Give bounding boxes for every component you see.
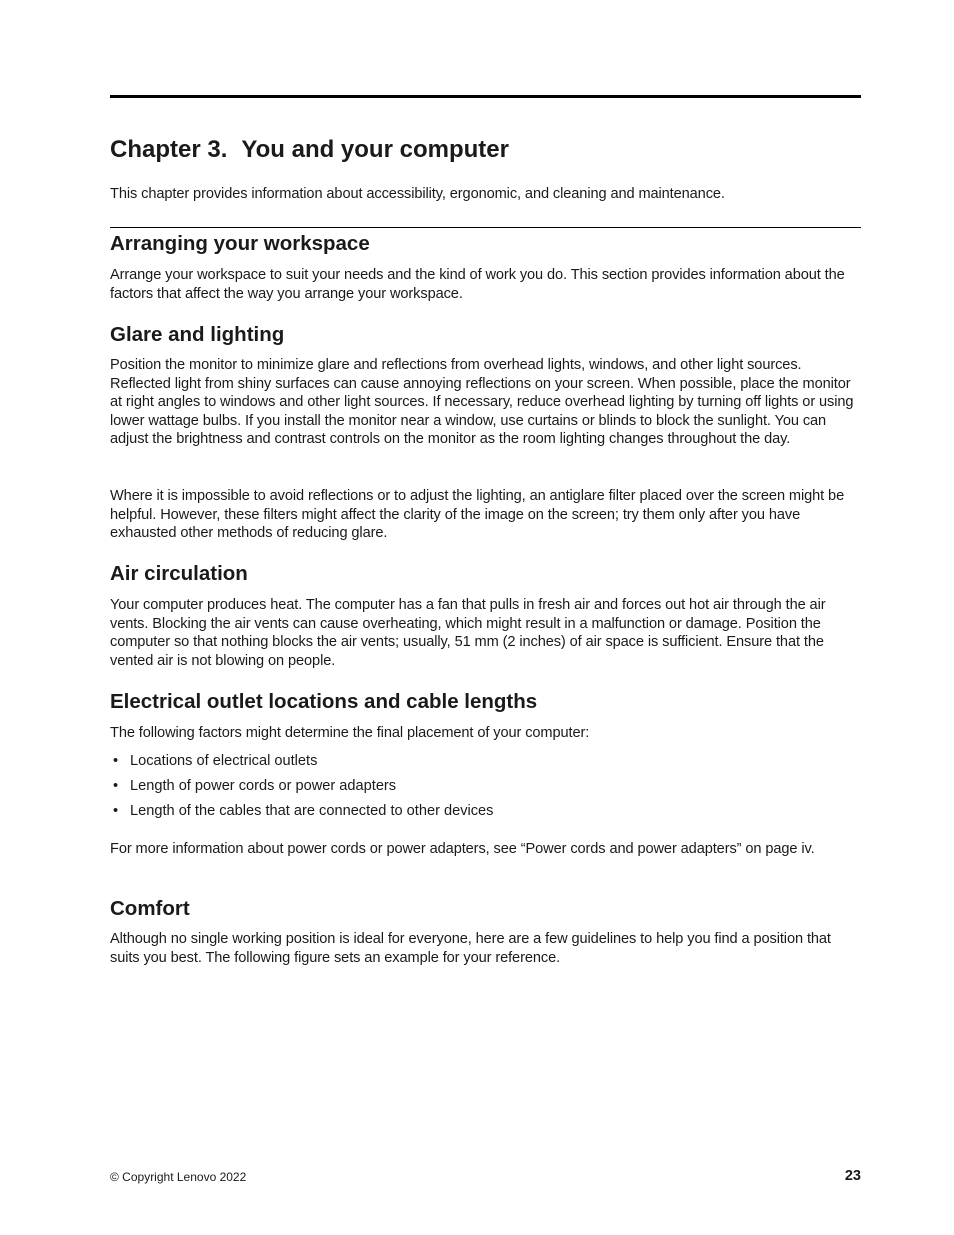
footer-page-number: 23 (844, 1168, 861, 1184)
document-page (110, 0, 861, 1235)
electrical-factors-list (110, 752, 861, 827)
section-rule (110, 227, 861, 228)
bullet-icon: • (113, 803, 119, 819)
heading-electrical-outlet: Electrical outlet locations and cable lengths (110, 690, 538, 713)
footer-copyright: © Copyright Lenovo 2022 (110, 1170, 247, 1184)
heading-arranging-workspace: Arranging your workspace (110, 232, 370, 255)
paragraph-glare-1: Position the monitor to minimize glare and reflections from overhead lights, windows, and other light sources. Reflected light from shiny surfaces can cause annoying reflections on your screen. When possible, place the monitor at right angles to windows and other light sources. If necessary, reduce overhead lighting by turning off lights or using lower wattage bulbs. If you install the monitor near a window, use curtains or blinds to block the sunlight. You can adjust the brightness and contrast controls on the monitor as the room lighting changes throughout the day. (110, 357, 854, 448)
paragraph-arranging-workspace: Arrange your workspace to suit your needs and the kind of work you do. This section provides information about the factors that affect the way you arrange your workspace. (110, 267, 845, 302)
chapter-title (110, 134, 509, 166)
paragraph-electrical-intro: The following factors might determine the final placement of your computer: (110, 725, 590, 741)
bullet-icon: • (113, 778, 119, 794)
list-item: • Length of the cables that are connected to other devices (113, 803, 494, 819)
paragraph-air-circulation: Your computer produces heat. The computer has a fan that pulls in fresh air and forces out hot air through the air vents. Blocking the air vents can cause overheating, which might result in a malfunction or damage. Position the computer so that nothing blocks the air vents; usually, 51 mm (2 inches) of air space is sufficient. Ensure that the vented air is not blowing on people. (110, 597, 826, 669)
chapter-intro: This chapter provides information about accessibility, ergonomic, and cleaning and maintenance. (110, 186, 725, 202)
chapter-title-text: You and your computer (241, 136, 509, 163)
heading-comfort: Comfort (110, 897, 190, 920)
chapter-number: Chapter 3. (110, 136, 228, 163)
list-item: • Length of power cords or power adapters (113, 778, 397, 794)
paragraph-electrical-more: For more information about power cords or power adapters, see “Power cords and power adapters” on page iv. (110, 841, 815, 857)
chapter-top-rule (110, 95, 861, 98)
bullet-icon: • (113, 753, 119, 769)
list-item: • Locations of electrical outlets (113, 753, 318, 769)
heading-air-circulation: Air circulation (110, 562, 248, 585)
paragraph-comfort: Although no single working position is ideal for everyone, here are a few guidelines to help you find a position that suits you best. The following figure sets an example for your reference. (110, 931, 831, 966)
paragraph-glare-2: Where it is impossible to avoid reflections or to adjust the lighting, an antiglare filter placed over the screen might be helpful. However, these filters might affect the clarity of the image on the screen; try them only after you have exhausted other methods of reducing glare. (110, 488, 845, 542)
heading-glare-lighting: Glare and lighting (110, 323, 285, 346)
